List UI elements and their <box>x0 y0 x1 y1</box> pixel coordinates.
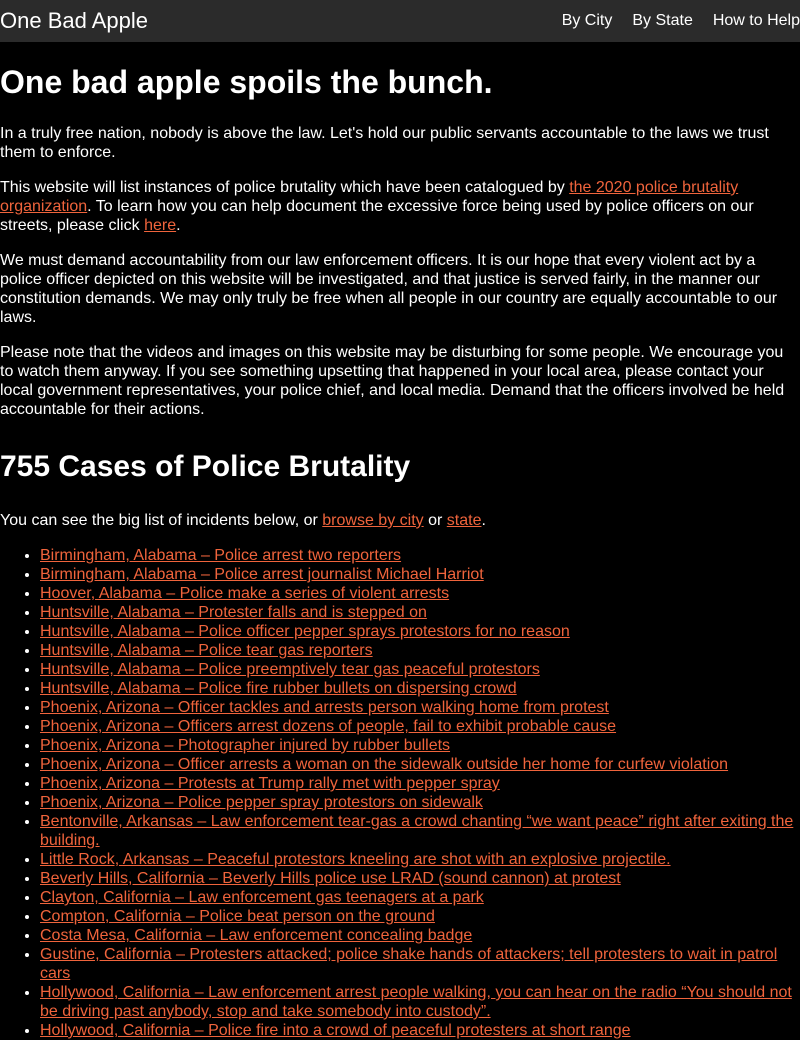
list-item <box>40 793 800 812</box>
list-item <box>40 546 800 565</box>
help-here-link[interactable]: here <box>144 217 177 234</box>
list-item <box>40 812 800 850</box>
intro-paragraph: In a truly free nation, nobody is above the law. Let's hold our public servants accountable to the laws we trust them to enforce. <box>0 125 769 161</box>
browse-by-state-link[interactable]: state <box>446 512 482 529</box>
list-item <box>40 850 800 869</box>
browse-text-middle: or <box>423 512 447 529</box>
main-nav <box>542 11 800 31</box>
browse-by-city-link[interactable]: browse by city <box>322 512 424 529</box>
list-item <box>40 641 800 660</box>
list-item <box>40 926 800 945</box>
case-link[interactable]: Clayton, California – Law enforcement gas teenagers at a park <box>40 889 484 906</box>
case-link[interactable]: Phoenix, Arizona – Protests at Trump rally met with pepper spray <box>40 775 500 792</box>
catalog-text-after: . <box>176 217 181 234</box>
browse-text-before: You can see the big list of incidents below, or <box>0 512 323 529</box>
browse-text-after: . <box>481 512 486 529</box>
list-item <box>40 945 800 983</box>
list-item <box>40 736 800 755</box>
nav-by-state[interactable]: By State <box>632 12 693 29</box>
case-link[interactable]: Phoenix, Arizona – Officer tackles and arrests person walking home from protest <box>40 699 609 716</box>
case-link[interactable]: Beverly Hills, California – Beverly Hills police use LRAD (sound cannon) at protest <box>40 870 621 887</box>
list-item <box>40 660 800 679</box>
cases-list <box>0 546 800 1040</box>
case-link[interactable]: Little Rock, Arkansas – Peaceful protestors kneeling are shot with an explosive projectile. <box>40 851 671 868</box>
case-link[interactable]: Gustine, California – Protesters attacked; police shake hands of attackers; tell protesters to wait in patrol cars <box>40 946 778 982</box>
list-item <box>40 983 800 1021</box>
case-link[interactable]: Huntsville, Alabama – Police tear gas reporters <box>40 642 373 659</box>
list-item <box>40 1021 800 1040</box>
list-item <box>40 679 800 698</box>
case-link[interactable]: Huntsville, Alabama – Police officer pepper sprays protestors for no reason <box>40 623 570 640</box>
page-title: One bad apple spoils the bunch. <box>0 64 493 100</box>
list-item <box>40 774 800 793</box>
list-item <box>40 755 800 774</box>
accountability-paragraph: We must demand accountability from our law enforcement officers. It is our hope that every violent act by a police officer depicted on this website will be investigated, and that justice is served fairly, in the manner our constitution demands. We may only truly be free when all people in our country are equally accountable to our laws. <box>0 252 778 326</box>
top-navbar <box>0 0 800 42</box>
case-link[interactable]: Compton, California – Police beat person on the ground <box>40 908 435 925</box>
case-link[interactable]: Phoenix, Arizona – Photographer injured by rubber bullets <box>40 737 451 754</box>
list-item <box>40 622 800 641</box>
case-link[interactable]: Costa Mesa, California – Law enforcement concealing badge <box>40 927 473 944</box>
list-item <box>40 907 800 926</box>
case-link[interactable]: Hoover, Alabama – Police make a series of violent arrests <box>40 585 450 602</box>
list-item <box>40 869 800 888</box>
nav-by-city[interactable]: By City <box>561 12 613 29</box>
case-link[interactable]: Bentonville, Arkansas – Law enforcement tear-gas a crowd chanting “we want peace” right after exiting the building. <box>40 813 794 849</box>
catalog-paragraph <box>0 178 800 235</box>
catalog-text-middle: . To learn how you can help document the excessive force being used by police officers on our streets, please click <box>0 198 754 234</box>
list-item <box>40 717 800 736</box>
organization-link[interactable]: the 2020 police brutality organization <box>0 179 739 215</box>
case-link[interactable]: Huntsville, Alabama – Police fire rubber bullets on dispersing crowd <box>40 680 517 697</box>
catalog-text-before: This website will list instances of police brutality which have been catalogued by <box>0 179 570 196</box>
case-link[interactable]: Huntsville, Alabama – Protester falls and is stepped on <box>40 604 427 621</box>
list-item <box>40 584 800 603</box>
site-brand-link[interactable]: One Bad Apple <box>0 8 149 33</box>
list-item <box>40 698 800 717</box>
cases-heading: 755 Cases of Police Brutality <box>0 450 411 483</box>
case-link[interactable]: Phoenix, Arizona – Officer arrests a woman on the sidewalk outside her home for curfew violation <box>40 756 729 773</box>
disclaimer-paragraph: Please note that the videos and images on this website may be disturbing for some people. We encourage you to watch them anyway. If you see something upsetting that happened in your local area, please contact your local government representatives, your police chief, and local media. Demand that the officers involved be held accountable for their actions. <box>0 344 785 418</box>
case-link[interactable]: Birmingham, Alabama – Police arrest two reporters <box>40 547 402 564</box>
browse-paragraph <box>0 511 800 530</box>
case-link[interactable]: Hollywood, California – Law enforcement arrest people walking, you can hear on the radio “You should not be driving past anybody, stop and take somebody into custody”. <box>40 984 792 1020</box>
list-item <box>40 603 800 622</box>
list-item <box>40 565 800 584</box>
nav-how-to-help[interactable]: How to Help <box>712 12 800 29</box>
case-link[interactable]: Hollywood, California – Police fire into a crowd of peaceful protesters at short range <box>40 1022 631 1039</box>
main-content <box>0 62 800 1040</box>
case-link[interactable]: Huntsville, Alabama – Police preemptively tear gas peaceful protestors <box>40 661 540 678</box>
list-item <box>40 888 800 907</box>
case-link[interactable]: Phoenix, Arizona – Police pepper spray protestors on sidewalk <box>40 794 483 811</box>
case-link[interactable]: Phoenix, Arizona – Officers arrest dozens of people, fail to exhibit probable cause <box>40 718 617 735</box>
case-link[interactable]: Birmingham, Alabama – Police arrest journalist Michael Harriot <box>40 566 484 583</box>
